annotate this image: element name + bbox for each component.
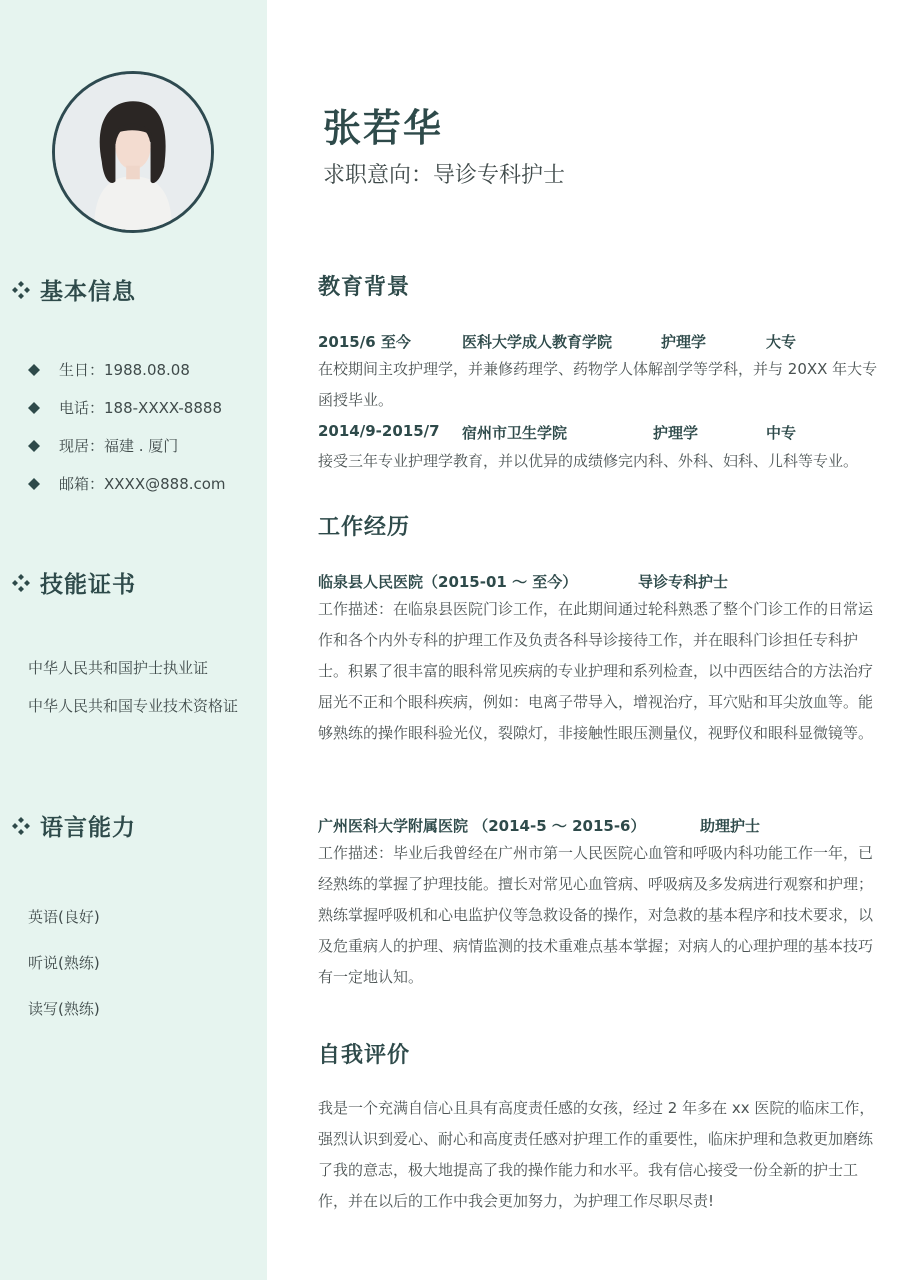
education-description: 在校期间主攻护理学，并兼修药理学、药物学人体解剖学等学科，并与 20XX 年大专函授毕业。 <box>318 360 878 409</box>
language-item: 听说(熟练) <box>28 954 100 972</box>
education-degree: 大专 <box>766 333 797 351</box>
basic-info-title: 基本信息 <box>40 279 136 305</box>
certificates-title: 技能证书 <box>40 572 136 598</box>
info-item-text: 邮箱：XXXX@888.com <box>59 475 226 493</box>
work-description: 工作描述：在临泉县医院门诊工作，在此期间通过轮科熟悉了整个门诊工作的日常运作和各个内外专科的护理工作及负责各科导诊接待工作，并在眼科门诊担任专科护士。积累了很丰富的眼科常见疾病的专业护理和系列检查，以中西医结合的方法治疗屈光不正和个眼科疾病，例如：电离子带导入，增视治疗，耳穴贴和耳尖放血等。能够熟练的操作眼科验光仪，裂隙灯，非接触性眼压测量仪，视野仪和眼科显微镜等。 <box>318 600 874 742</box>
education-major: 护理学 <box>653 424 699 442</box>
info-item-text: 现居：福建 . 厦门 <box>59 437 179 455</box>
diamond-bullet-icon <box>28 440 40 452</box>
languages-title: 语言能力 <box>40 815 136 841</box>
portrait-illustration <box>55 74 211 230</box>
certificates-heading <box>8 566 136 599</box>
info-item-text: 生日：1988.08.08 <box>59 361 190 379</box>
work-company-period: 临泉县人民医院（2015-01 ～ 至今） <box>318 573 578 591</box>
info-item-residence <box>28 435 178 456</box>
work-company-period: 广州医科大学附属医院 （2014-5 ～ 2015-6） <box>318 817 646 835</box>
info-item-text: 电话：188-XXXX-8888 <box>59 399 222 417</box>
profile-photo <box>52 71 214 233</box>
info-item-email <box>28 473 226 494</box>
education-school: 医科大学成人教育学院 <box>462 333 613 351</box>
certificate-item: 中华人民共和国护士执业证 <box>28 659 209 677</box>
four-diamond-icon <box>8 279 34 301</box>
work-heading: 工作经历 <box>318 515 411 540</box>
work-position: 导诊专科护士 <box>638 573 729 591</box>
four-diamond-icon <box>8 815 34 837</box>
info-item-phone <box>28 397 222 418</box>
language-item: 英语(良好) <box>28 908 100 926</box>
work-position: 助理护士 <box>700 817 761 835</box>
work-description: 工作描述：毕业后我曾经在广州市第一人民医院心血管和呼吸内科功能工作一年，已经熟练的掌握了护理技能。擅长对常见心血管病、呼吸病及多发病进行观察和护理； 熟练掌握呼吸机和心电监护仪等急救设备的操作，对急救的基本程序和技术要求，以及危重病人的护理、病情监测的技术重难点基本掌握；对病人的心理护理的基本技巧有一定地认知。 <box>318 844 874 986</box>
diamond-bullet-icon <box>28 402 40 414</box>
info-item-birthday <box>28 359 190 380</box>
self-evaluation-text: 我是一个充满自信心且具有高度责任感的女孩，经过 2 年多在 xx 医院的临床工作，强烈认识到爱心、耐心和高度责任感对护理工作的重要性，临床护理和急救更加磨练了我的意志，极大地提高了我的操作能力和水平。我有信心接受一份全新的护士工作，并在以后的工作中我会更加努力，为护理工作尽职尽责! <box>318 1099 875 1210</box>
diamond-bullet-icon <box>28 364 40 376</box>
education-period: 2015/6 至今 <box>318 333 411 351</box>
education-degree: 中专 <box>766 424 797 442</box>
education-heading: 教育背景 <box>318 275 411 300</box>
education-period: 2014/9-2015/7 <box>318 422 440 440</box>
education-description: 接受三年专业护理学教育，并以优异的成绩修完内科、外科、妇科、儿科等专业。 <box>318 452 859 470</box>
candidate-name: 张若华 <box>323 106 444 150</box>
job-intent-label: 求职意向： <box>323 163 434 188</box>
four-diamond-icon <box>8 572 34 594</box>
job-intent <box>323 158 565 189</box>
job-intent-value: 导诊专科护士 <box>433 163 566 188</box>
languages-heading <box>8 809 136 842</box>
sidebar <box>0 0 267 1280</box>
diamond-bullet-icon <box>28 478 40 490</box>
language-item: 读写(熟练) <box>28 1000 100 1018</box>
basic-info-heading <box>8 273 136 306</box>
certificate-item: 中华人民共和国专业技术资格证 <box>28 697 239 715</box>
education-major: 护理学 <box>661 333 707 351</box>
education-school: 宿州市卫生学院 <box>462 424 568 442</box>
self-evaluation-heading: 自我评价 <box>318 1043 411 1068</box>
